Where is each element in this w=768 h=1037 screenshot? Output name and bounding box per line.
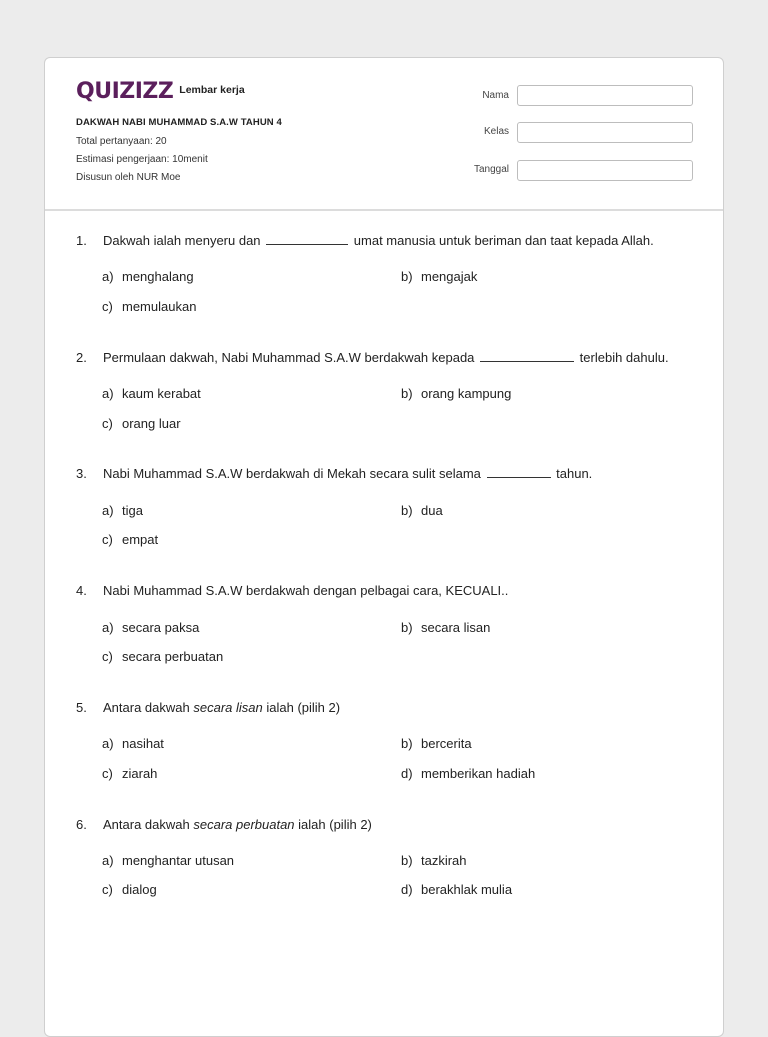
answer-blank bbox=[480, 350, 574, 362]
option-letter: c) bbox=[102, 649, 113, 664]
option-text: berakhlak mulia bbox=[421, 882, 513, 897]
question-text-italic: secara perbuatan bbox=[193, 817, 295, 832]
question-number: 1. bbox=[76, 233, 87, 248]
option-text: ziarah bbox=[122, 766, 158, 781]
question-text bbox=[103, 350, 669, 365]
name-field[interactable] bbox=[517, 85, 693, 106]
option[interactable] bbox=[102, 416, 181, 431]
option[interactable] bbox=[102, 299, 196, 314]
answer-blank bbox=[266, 233, 348, 245]
question-number: 5. bbox=[76, 700, 87, 715]
quizizz-logo: QUIZIZZ bbox=[76, 79, 174, 104]
option-letter: d) bbox=[401, 766, 413, 781]
question-text: Nabi Muhammad S.A.W berdakwah dengan pelbagai cara, KECUALI.. bbox=[103, 583, 509, 598]
question-text-italic: secara lisan bbox=[193, 700, 263, 715]
option[interactable] bbox=[401, 386, 511, 401]
option-text: secara lisan bbox=[421, 620, 491, 635]
question-text-end: umat manusia untuk beriman dan taat kepada Allah. bbox=[353, 233, 654, 248]
option[interactable] bbox=[401, 766, 535, 781]
question-text-start: Permulaan dakwah, Nabi Muhammad S.A.W berdakwah kepada bbox=[103, 350, 475, 365]
option-text: memberikan hadiah bbox=[421, 766, 536, 781]
option-letter: a) bbox=[102, 736, 114, 751]
option[interactable] bbox=[102, 736, 164, 751]
question-text bbox=[103, 233, 654, 248]
estimated-time: Estimasi pengerjaan: 10menit bbox=[76, 154, 208, 165]
option-letter: a) bbox=[102, 620, 114, 635]
option-text: memulaukan bbox=[122, 299, 197, 314]
option-text: menghalang bbox=[122, 269, 194, 284]
option-text: secara perbuatan bbox=[122, 649, 224, 664]
option[interactable] bbox=[102, 532, 158, 547]
option[interactable] bbox=[102, 269, 194, 284]
option-letter: c) bbox=[102, 416, 113, 431]
option-letter: c) bbox=[102, 299, 113, 314]
option[interactable] bbox=[102, 503, 143, 518]
option[interactable] bbox=[102, 620, 199, 635]
option-letter: b) bbox=[401, 386, 413, 401]
option-text: tiga bbox=[122, 503, 143, 518]
option-text: empat bbox=[122, 532, 159, 547]
option[interactable] bbox=[102, 386, 201, 401]
option-letter: c) bbox=[102, 766, 113, 781]
option-text: orang kampung bbox=[421, 386, 512, 401]
option[interactable] bbox=[102, 882, 157, 897]
option[interactable] bbox=[102, 766, 157, 781]
option-text: tazkirah bbox=[421, 853, 467, 868]
option[interactable] bbox=[102, 853, 234, 868]
name-label: Nama bbox=[482, 90, 509, 101]
option[interactable] bbox=[401, 853, 467, 868]
option-letter: c) bbox=[102, 882, 113, 897]
option-letter: d) bbox=[401, 882, 413, 897]
option[interactable] bbox=[401, 882, 512, 897]
option-letter: b) bbox=[401, 736, 413, 751]
option-letter: b) bbox=[401, 269, 413, 284]
option-letter: a) bbox=[102, 386, 114, 401]
option[interactable] bbox=[102, 649, 223, 664]
question-number: 2. bbox=[76, 350, 87, 365]
class-field[interactable] bbox=[517, 122, 693, 143]
worksheet-label: Lembar kerja bbox=[179, 84, 245, 96]
question-text bbox=[103, 466, 592, 481]
option-text: mengajak bbox=[421, 269, 478, 284]
question-text-end: tahun. bbox=[556, 466, 593, 481]
option-text: nasihat bbox=[122, 736, 164, 751]
total-questions: Total pertanyaan: 20 bbox=[76, 136, 167, 147]
option-letter: a) bbox=[102, 853, 114, 868]
question-number: 6. bbox=[76, 817, 87, 832]
date-field[interactable] bbox=[517, 160, 693, 181]
option[interactable] bbox=[401, 736, 472, 751]
question-text-start: Antara dakwah bbox=[103, 817, 190, 832]
question-text bbox=[103, 700, 340, 715]
date-label: Tanggal bbox=[473, 164, 509, 175]
option-letter: b) bbox=[401, 853, 413, 868]
question-text-start: Nabi Muhammad S.A.W berdakwah di Mekah secara sulit selama bbox=[103, 466, 481, 481]
option-letter: b) bbox=[401, 620, 413, 635]
question-number: 4. bbox=[76, 583, 87, 598]
option-text: secara paksa bbox=[122, 620, 200, 635]
brand bbox=[76, 80, 245, 104]
worksheet-page bbox=[44, 57, 724, 1037]
question-text-end: terlebih dahulu. bbox=[579, 350, 669, 365]
option-letter: a) bbox=[102, 269, 114, 284]
class-label: Kelas bbox=[483, 126, 509, 137]
option[interactable] bbox=[401, 503, 443, 518]
question-text bbox=[103, 817, 372, 832]
worksheet-header bbox=[45, 58, 723, 211]
option-letter: a) bbox=[102, 503, 114, 518]
question-number: 3. bbox=[76, 466, 87, 481]
question-text-start: Antara dakwah bbox=[103, 700, 190, 715]
option-text: bercerita bbox=[421, 736, 472, 751]
question-text-end: ialah (pilih 2) bbox=[266, 700, 341, 715]
question-text-start: Dakwah ialah menyeru dan bbox=[103, 233, 261, 248]
answer-blank bbox=[487, 466, 551, 478]
author: Disusun oleh NUR Moe bbox=[76, 172, 181, 183]
option[interactable] bbox=[401, 620, 490, 635]
question-text-end: ialah (pilih 2) bbox=[298, 817, 372, 832]
option-text: dua bbox=[421, 503, 443, 518]
quiz-title: DAKWAH NABI MUHAMMAD S.A.W TAHUN 4 bbox=[76, 117, 282, 128]
option-letter: c) bbox=[102, 532, 113, 547]
option-text: menghantar utusan bbox=[122, 853, 235, 868]
option-text: dialog bbox=[122, 882, 157, 897]
option[interactable] bbox=[401, 269, 477, 284]
option-text: kaum kerabat bbox=[122, 386, 201, 401]
option-text: orang luar bbox=[122, 416, 181, 431]
option-letter: b) bbox=[401, 503, 413, 518]
